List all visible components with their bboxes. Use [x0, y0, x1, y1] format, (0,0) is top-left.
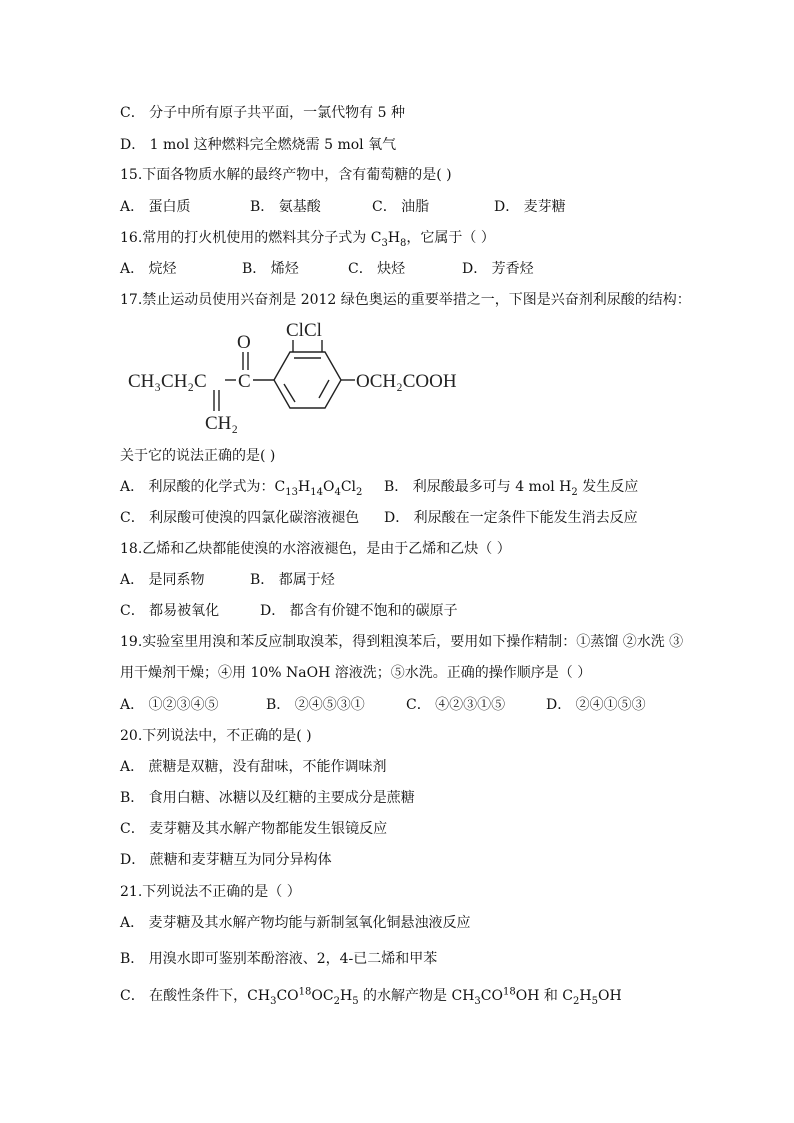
- q15-stem: 15.下面各物质水解的最终产物中，含有葡萄糖的是( ): [120, 167, 452, 183]
- q17-stem: 17.禁止运动员使用兴奋剂是 2012 绿色奥运的重要举措之一，下图是兴奋剂利尿酸的结构：: [120, 292, 691, 308]
- q19-option-b: B． ②④⑤③①: [266, 697, 365, 713]
- q19-options: [120, 696, 646, 714]
- formula-sub: 2: [573, 995, 580, 1007]
- formula-part: CO: [276, 988, 299, 1004]
- struct-right-chain: OCH₂COOH: [356, 371, 457, 392]
- q21-c-text: C． 在酸性条件下，CH: [120, 988, 271, 1004]
- q19-stem-line1: 19.实验室里用溴和苯反应制取溴苯，得到粗溴苯后，要用如下操作精制：①蒸馏 ②水洗 ③: [120, 634, 684, 650]
- q17-b-text: B． 利尿酸最多可与 4 mol H: [384, 479, 572, 495]
- formula-part: H: [579, 988, 592, 1004]
- struct-chlorines: ClCl: [286, 320, 322, 341]
- formula-o: O: [322, 479, 335, 495]
- q16-options: [120, 260, 534, 278]
- q17-option-d: D． 利尿酸在一定条件下能发生消去反应: [384, 510, 638, 526]
- q20-option-a: A． 蔗糖是双糖，没有甜味，不能作调味剂: [120, 759, 387, 775]
- q15-options: [120, 198, 566, 216]
- ring-inner-bond: [319, 380, 329, 398]
- q17-options-cd: [120, 509, 638, 527]
- q16-option-a: A． 烷烃: [120, 261, 177, 277]
- formula-sub: 2: [571, 486, 578, 498]
- q15-option-d: D． 麦芽糖: [494, 199, 566, 215]
- struct-methylene: CH₂: [205, 413, 239, 434]
- q16-sub: 3: [381, 237, 388, 249]
- q20-option-c: C． 麦芽糖及其水解产物都能发生银镜反应: [120, 821, 388, 837]
- q19-option-d: D． ②④①⑤③: [546, 697, 646, 713]
- q17-option-b: [384, 478, 638, 496]
- struct-bonds: [214, 340, 355, 411]
- etacrynic-acid-structure: [120, 318, 500, 436]
- formula-h: H: [298, 479, 311, 495]
- q16-stem-end: ，它属于（ ）: [406, 230, 495, 246]
- q15-option-b: B． 氨基酸: [250, 199, 321, 215]
- q18-option-d: D． 都含有价键不饱和的碳原子: [260, 603, 458, 619]
- q19-option-a: A． ①②③④⑤: [120, 697, 219, 713]
- q18-option-b: B． 都属于烃: [250, 572, 335, 588]
- q18-option-c: C． 都易被氧化: [120, 603, 220, 619]
- q20-option-b: B． 食用白糖、冰糖以及红糖的主要成分是蔗糖: [120, 790, 415, 806]
- formula-sup: 18: [298, 986, 312, 998]
- q18-options-ab: [120, 571, 335, 589]
- q16-stem-text: 16.常用的打火机使用的燃料其分子式为 C: [120, 230, 382, 246]
- struct-carbonyl-c: C: [238, 371, 251, 392]
- q16-option-b: B． 烯烃: [242, 261, 299, 277]
- q17-option-c: C． 利尿酸可使溴的四氯化碳溶液褪色: [120, 510, 360, 526]
- q17-a-text: A． 利尿酸的化学式为：C: [120, 479, 286, 495]
- q16-stem: [120, 229, 495, 247]
- benzene-ring: [274, 352, 341, 408]
- formula-part: CO: [480, 988, 503, 1004]
- formula-sub: 14: [310, 486, 323, 498]
- formula-part: OC: [311, 988, 334, 1004]
- formula-cl: Cl: [340, 479, 357, 495]
- q21-option-b: B． 用溴水即可鉴别苯酚溶液、2，4-已二烯和甲苯: [120, 951, 438, 967]
- struct-left-chain: CH₃CH₂C: [128, 371, 207, 392]
- q21-c-mid: 的水解产物是 CH: [358, 988, 475, 1004]
- q16-option-c: C． 炔烃: [348, 261, 406, 277]
- q18-stem: 18.乙烯和乙炔都能使溴的水溶液褪色，是由于乙烯和乙炔（ ）: [120, 541, 511, 557]
- q16-sub: 8: [400, 237, 407, 249]
- q16-option-d: D． 芳香烃: [462, 261, 534, 277]
- formula-sup: 18: [502, 986, 516, 998]
- q21-stem: 21.下列说法不正确的是（ ）: [120, 884, 301, 900]
- formula-part: OH: [598, 988, 622, 1004]
- q21-option-c: [120, 987, 622, 1005]
- q14-option-c: C． 分子中所有原子共平面，一氯代物有 5 种: [120, 105, 405, 121]
- q21-option-a: A． 麦芽糖及其水解产物均能与新制氢氧化铜悬浊液反应: [120, 915, 471, 931]
- formula-sub: 3: [270, 995, 277, 1007]
- formula-part: OH 和 C: [515, 988, 574, 1004]
- q18-options-cd: [120, 602, 458, 620]
- q18-option-a: A． 是同系物: [120, 572, 205, 588]
- formula-sub: 4: [334, 486, 341, 498]
- q17-options-ab: [120, 478, 638, 496]
- formula-sub: 13: [285, 486, 299, 498]
- formula-part: H: [339, 988, 353, 1004]
- q15-option-c: C． 油脂: [372, 199, 430, 215]
- formula-sub: 5: [352, 995, 359, 1007]
- q15-option-a: A． 蛋白质: [120, 199, 191, 215]
- struct-carbonyl-o: O: [237, 332, 251, 353]
- q16-h: H: [387, 230, 401, 246]
- q17-b-end: 发生反应: [577, 479, 639, 495]
- q20-stem: 20.下列说法中，不正确的是( ): [120, 728, 312, 744]
- formula-sub: 2: [356, 486, 363, 498]
- formula-sub: 5: [591, 995, 598, 1007]
- formula-sub: 3: [474, 995, 481, 1007]
- q17-option-a: [120, 478, 384, 496]
- q20-option-d: D． 蔗糖和麦芽糖互为同分异构体: [120, 852, 332, 868]
- q19-option-c: C． ④②③①⑤: [406, 697, 506, 713]
- q17-ask: 关于它的说法正确的是( ): [120, 448, 276, 464]
- q19-stem-line2: 用干燥剂干燥；④用 10% NaOH 溶液洗；⑤水洗。正确的操作顺序是（ ）: [120, 665, 592, 681]
- formula-sub: 2: [333, 995, 340, 1007]
- q14-option-d: D． 1 mol 这种燃料完全燃烧需 5 mol 氧气: [120, 137, 397, 153]
